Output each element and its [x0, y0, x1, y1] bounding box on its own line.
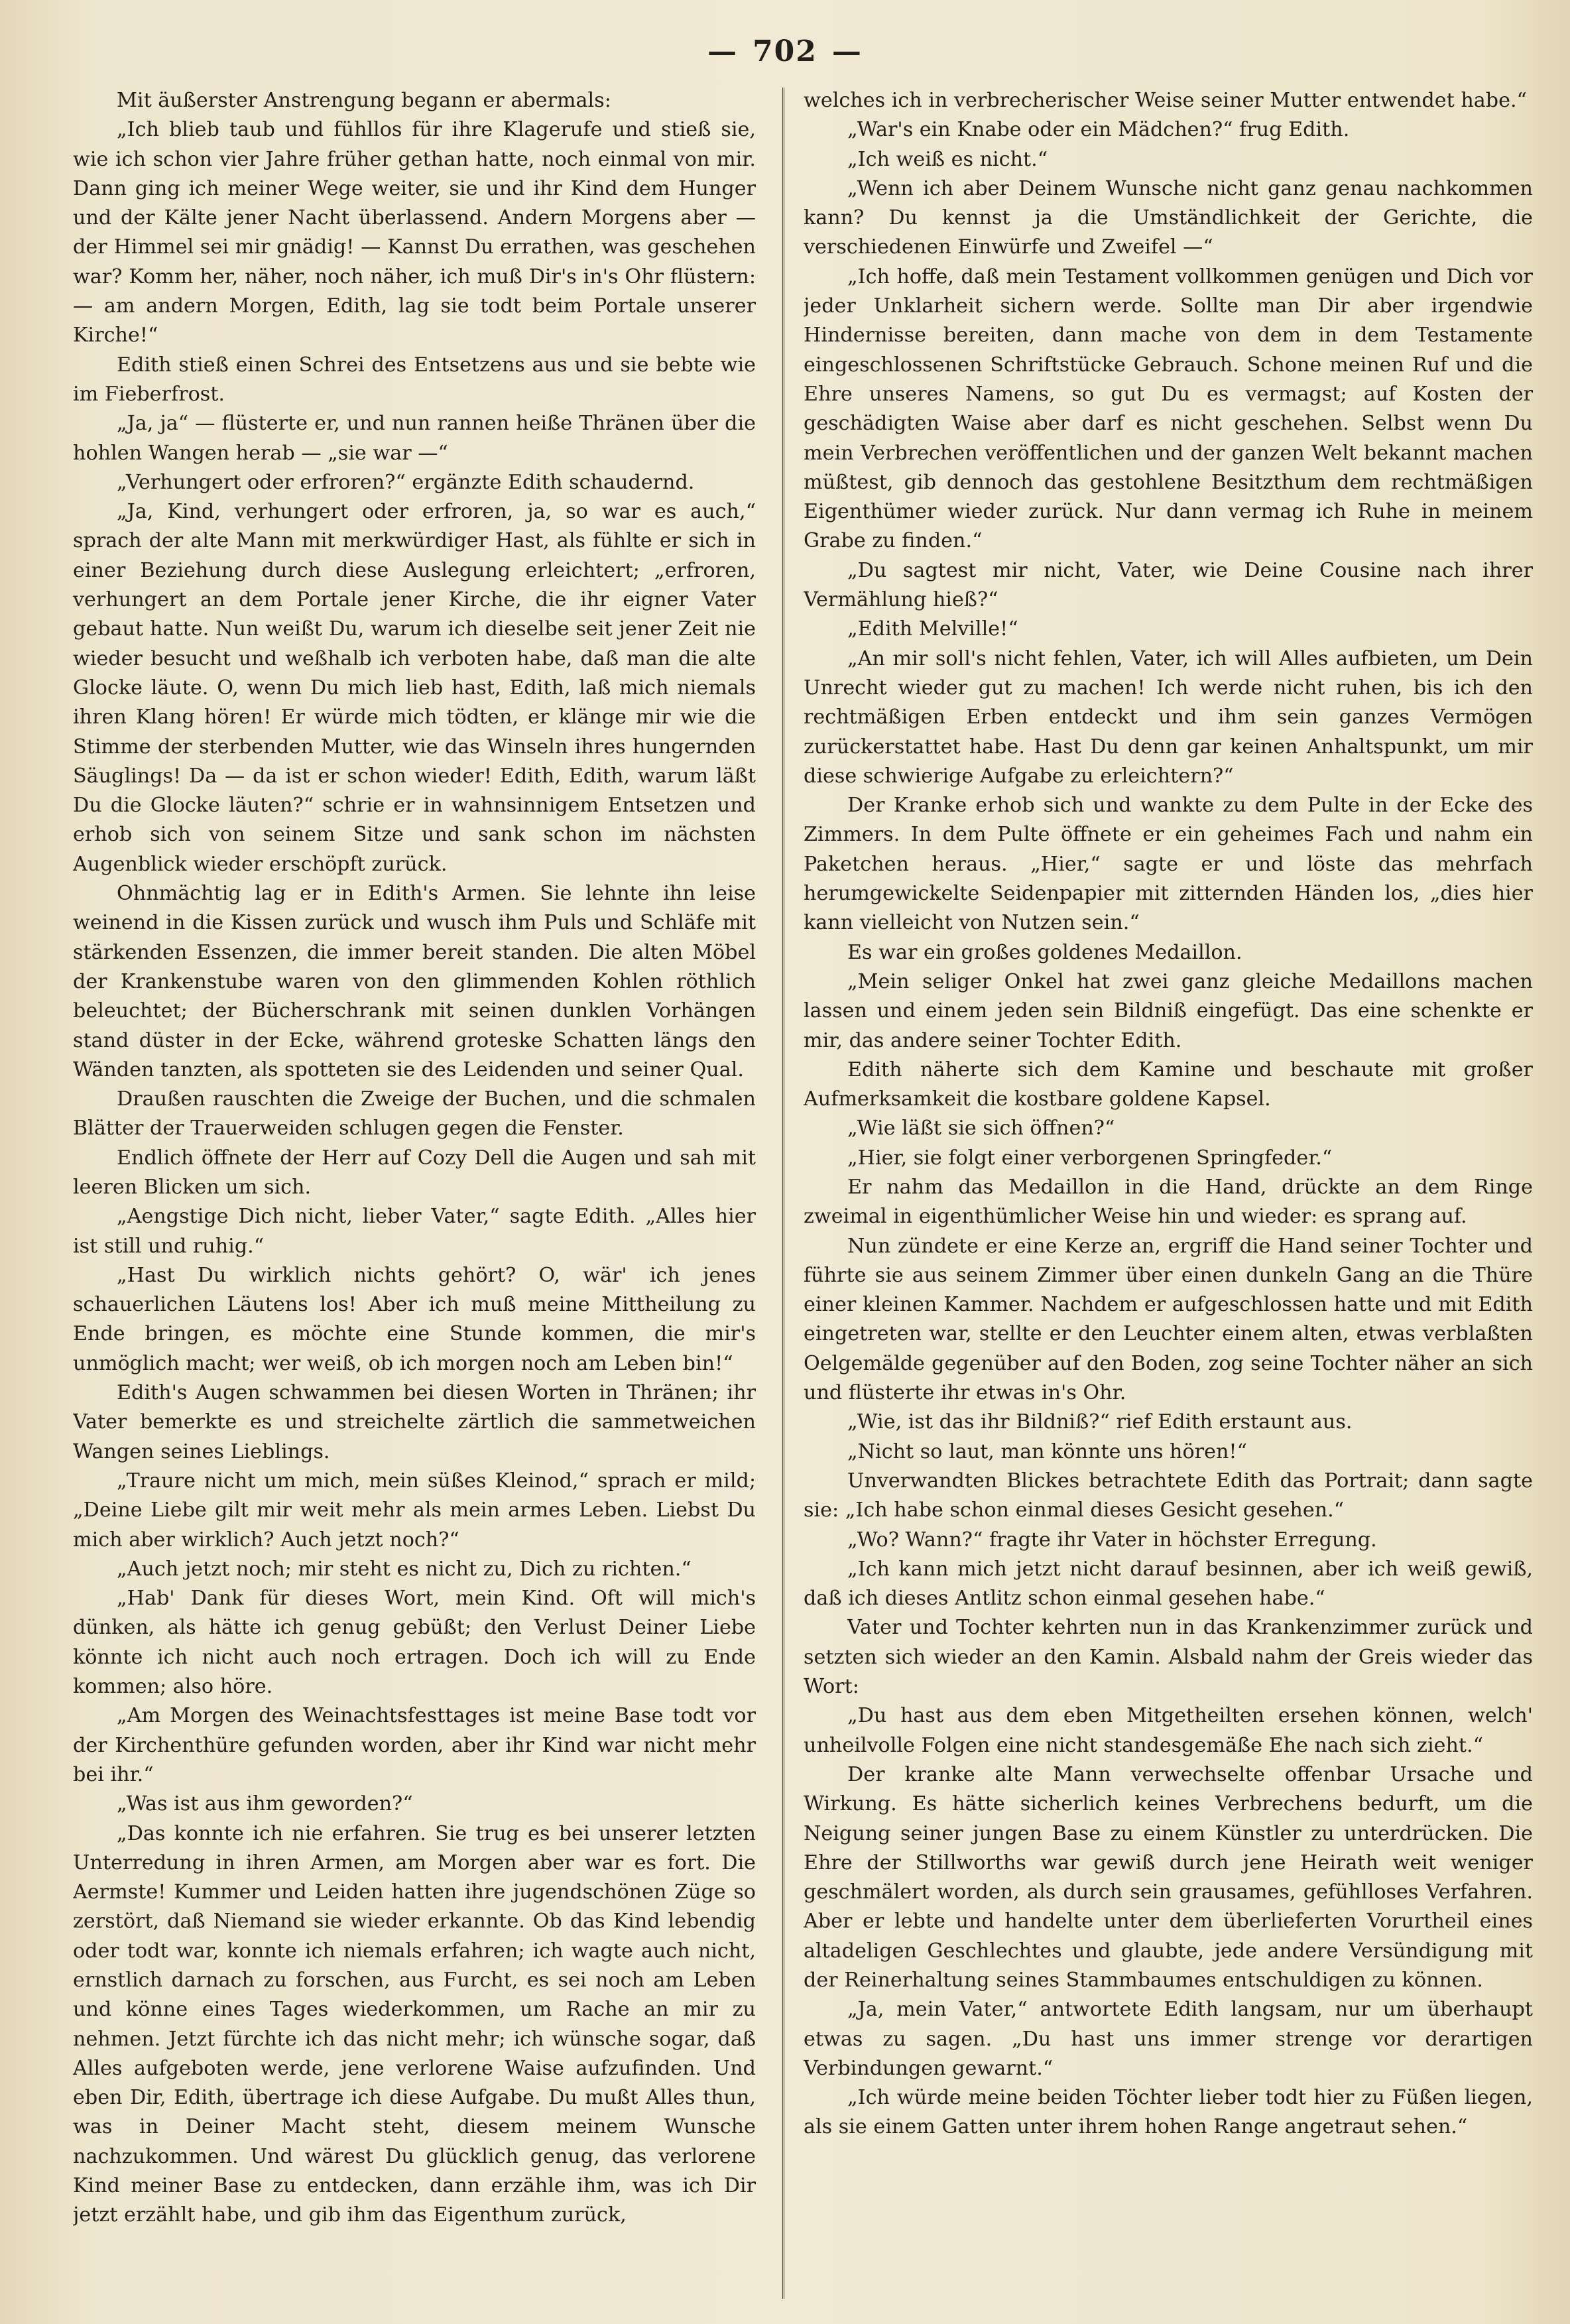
paragraph: „Wo? Wann?“ fragte ihr Vater in höchster Erregung.	[847, 1528, 1377, 1552]
paragraph: Der kranke alte Mann verwechselte offenbar Ursache und Wirkung. Es hätte sicherlich keines Verbrechens bedurft, um die Neigung seiner jungen Base zu einem Künstler zu unterdrücken. Die Ehre der Stillworths war gewiß durch jene Heirath weit weniger geschmälert worden, als durch sein grausames, gefühlloses Verfahren. Aber er lebte und handelte unter dem überlieferten Vorurtheil eines altadeligen Geschlechtes und glaubte, jede andere Versündigung mit der Reinerhaltung seines Stammbaumes entschuldigen zu können.	[804, 1762, 1533, 1992]
right-column	[804, 86, 1533, 2301]
paragraph: „War's ein Knabe oder ein Mädchen?“ frug Edith.	[847, 118, 1350, 142]
paragraph: „Ich würde meine beiden Töchter lieber todt hier zu Füßen liegen, als sie einem Gatten unter ihrem hohen Range angetraut sehen.“	[804, 2086, 1533, 2139]
left-column	[73, 86, 756, 2301]
paragraph: „Ich blieb taub und fühllos für ihre Klagerufe und stieß sie, wie ich schon vier Jahre früher gethan hatte, noch einmal von mir. Dann ging ich meiner Wege weiter, sie und ihr Kind dem Hunger und der Kälte jener Nacht überlassend. Andern Morgens aber — der Himmel sei mir gnädig! — Kannst Du errathen, was geschehen war? Komm her, näher, noch näher, ich muß Dir's in's Ohr flüstern: — am andern Morgen, Edith, lag sie todt beim Portale unserer Kirche!“	[73, 118, 756, 347]
paragraph: „Ja, mein Vater,“ antwortete Edith langsam, nur um überhaupt etwas zu sagen. „Du hast uns immer strenge vor derartigen Verbindungen gewarnt.“	[804, 1998, 1533, 2080]
paragraph: „Ja, Kind, verhungert oder erfroren, ja, so war es auch,“ sprach der alte Mann mit merkwürdiger Hast, als fühlte er sich in einer Beziehung durch diese Auslegung erleichtert; „erfroren, verhungert an dem Portale jener Kirche, die ihr eigner Vater gebaut hatte. Nun weißt Du, warum ich dieselbe seit jener Zeit nie wieder besucht und weßhalb ich verboten habe, daß man die alte Glocke läute. O, wenn Du mich lieb hast, Edith, laß mich niemals ihren Klang hören! Er würde mich tödten, er klänge mir wie die Stimme der sterbenden Mutter, wie das Winseln ihres hungernden Säuglings! Da — da ist er schon wieder! Edith, Edith, warum läßt Du die Glocke läuten?“ schrie er in wahnsinnigem Entsetzen und erhob sich von seinem Sitze und sank schon im nächsten Augenblick wieder erschöpft zurück.	[73, 500, 756, 876]
paragraph: Nun zündete er eine Kerze an, ergriff die Hand seiner Tochter und führte sie aus seinem Zimmer über einen dunkeln Gang an die Thüre einer kleinen Kammer. Nachdem er aufgeschlossen hatte und mit Edith eingetreten war, stellte er den Leuchter einem alten, etwas verblaßten Oelgemälde gegenüber auf den Boden, zog seine Tochter näher an sich und flüsterte ihr etwas in's Ohr.	[804, 1234, 1533, 1405]
paragraph: „Ja, ja“ — flüsterte er, und nun rannen heiße Thränen über die hohlen Wangen herab — „sie war —“	[73, 412, 756, 465]
header-dash-left: —	[707, 34, 739, 68]
paragraph: Ohnmächtig lag er in Edith's Armen. Sie lehnte ihn leise weinend in die Kissen zurück und wusch ihm Puls und Schläfe mit stärkenden Essenzen, die immer bereit standen. Die alten Möbel der Krankenstube waren von den glimmenden Kohlen röthlich beleuchtet; der Bücherschrank mit seinen dunklen Vorhängen stand düster in der Ecke, während groteske Schatten längs den Wänden tanzten, als spotteten sie des Leidenden und seiner Qual.	[73, 882, 756, 1081]
page-number-header	[0, 34, 1570, 68]
page-number: 702	[753, 34, 817, 68]
paragraph: „Ich kann mich jetzt nicht darauf besinnen, aber ich weiß gewiß, daß ich dieses Antlitz schon einmal gesehen habe.“	[804, 1557, 1533, 1611]
paragraph: Edith stieß einen Schrei des Entsetzens aus und sie bebte wie im Fieberfrost.	[73, 353, 756, 406]
paragraph: „Traure nicht um mich, mein süßes Kleinod,“ sprach er mild; „Deine Liebe gilt mir weit mehr als mein armes Leben. Liebst Du mich aber wirklich? Auch jetzt noch?“	[73, 1469, 756, 1552]
paragraph: „Ich weiß es nicht.“	[847, 147, 1048, 171]
paragraph: „Hast Du wirklich nichts gehört? O, wär' ich jenes schauerlichen Läutens los! Aber ich muß meine Mittheilung zu Ende bringen, es möchte eine Stunde kommen, die mir's unmöglich macht; wer weiß, ob ich morgen noch am Leben bin!“	[73, 1263, 756, 1375]
paragraph: Vater und Tochter kehrten nun in das Krankenzimmer zurück und setzten sich wieder an den Kamin. Alsbald nahm der Greis wieder das Wort:	[804, 1616, 1533, 1699]
paragraph: „Du sagtest mir nicht, Vater, wie Deine Cousine nach ihrer Vermählung hieß?“	[804, 558, 1533, 612]
paragraph: „Wenn ich aber Deinem Wunsche nicht ganz genau nachkommen kann? Du kennst ja die Umständlichkeit der Gerichte, die verschiedenen Einwürfe und Zweifel —“	[804, 176, 1533, 259]
column-divider-rule	[782, 88, 784, 2299]
header-dash-right: —	[831, 34, 863, 68]
paragraph: „Edith Melville!“	[847, 617, 1018, 641]
paragraph: „Hab' Dank für dieses Wort, mein Kind. Oft will mich's dünken, als hätte ich genug gebüßt; den Verlust Deiner Liebe könnte ich nicht auch noch ertragen. Doch ich will zu Ende kommen; also höre.	[73, 1587, 756, 1699]
paragraph: Es war ein großes goldenes Medaillon.	[847, 940, 1242, 964]
paragraph: Mit äußerster Anstrengung begann er abermals:	[117, 89, 611, 112]
paragraph: Der Kranke erhob sich und wankte zu dem Pulte in der Ecke des Zimmers. In dem Pulte öffnete er ein geheimes Fach und nahm ein Paketchen heraus. „Hier,“ sagte er und löste das mehrfach herumgewickelte Seidenpapier mit zitternden Händen los, „dies hier kann vielleicht von Nutzen sein.“	[804, 794, 1533, 935]
paragraph: Edith's Augen schwammen bei diesen Worten in Thränen; ihr Vater bemerkte es und streichelte zärtlich die sammetweichen Wangen seines Lieblings.	[73, 1381, 756, 1463]
paragraph: „Wie läßt sie sich öffnen?“	[847, 1117, 1115, 1140]
paragraph: Unverwandten Blickes betrachtete Edith das Portrait; dann sagte sie: „Ich habe schon einmal dieses Gesicht gesehen.“	[804, 1469, 1533, 1522]
paragraph: „Du hast aus dem eben Mitgetheilten ersehen können, welch' unheilvolle Folgen eine nicht standesgemäße Ehe nach sich zieht.“	[804, 1704, 1533, 1757]
paragraph: „Hier, sie folgt einer verborgenen Springfeder.“	[847, 1146, 1333, 1170]
paragraph: „An mir soll's nicht fehlen, Vater, ich will Alles aufbieten, um Dein Unrecht wieder gut zu machen! Ich werde nicht ruhen, bis ich den rechtmäßigen Erben entdeckt und ihm sein ganzes Vermögen zurückerstattet habe. Hast Du denn gar keinen Anhaltspunkt, um mir diese schwierige Aufgabe zu erleichtern?“	[804, 646, 1533, 788]
paragraph: „Das konnte ich nie erfahren. Sie trug es bei unserer letzten Unterredung in ihren Armen, am Morgen aber war es fort. Die Aermste! Kummer und Leiden hatten ihre jugendschönen Züge so zerstört, daß Niemand sie wieder erkannte. Ob das Kind lebendig oder todt war, konnte ich niemals erfahren; ich wagte auch nicht, ernstlich darnach zu forschen, aus Furcht, es sei noch am Leben und könne eines Tages wiederkommen, um Rache an mir zu nehmen. Jetzt fürchte ich das nicht mehr; ich wünsche sogar, daß Alles aufgeboten werde, jene verlorene Waise aufzufinden. Und eben Dir, Edith, übertrage ich diese Aufgabe. Du mußt Alles thun, was in Deiner Macht steht, diesem meinem Wunsche nachzukommen. Und wärest Du glücklich genug, das verlorene Kind meiner Base zu entdecken, dann erzähle ihm, was ich Dir jetzt erzählt habe, und gib ihm das Eigenthum zurück,	[73, 1821, 756, 2227]
paragraph: „Am Morgen des Weinachtsfesttages ist meine Base todt vor der Kirchenthüre gefunden worden, aber ihr Kind war nicht mehr bei ihr.“	[73, 1704, 756, 1786]
paragraph: Draußen rauschten die Zweige der Buchen, und die schmalen Blätter der Trauerweiden schlugen gegen die Fenster.	[73, 1087, 756, 1140]
paragraph: Edith näherte sich dem Kamine und beschaute mit großer Aufmerksamkeit die kostbare goldene Kapsel.	[804, 1058, 1533, 1111]
paragraph: „Ich hoffe, daß mein Testament vollkommen genügen und Dich vor jeder Unklarheit sichern werde. Sollte man Dir aber irgendwie Hindernisse bereiten, dann mache von dem in dem Testamente eingeschlossenen Schriftstücke Gebrauch. Schone meinen Ruf und die Ehre unseres Namens, so gut Du es vermagst; auf Kosten der geschädigten Waise aber darf es nicht geschehen. Selbst wenn Du mein Verbrechen veröffentlichen und der ganzen Welt bekannt machen müßtest, gib dennoch das gestohlene Besitzthum dem rechtmäßigen Eigenthümer wieder zurück. Nur dann vermag ich Ruhe in meinem Grabe zu finden.“	[804, 265, 1533, 553]
paragraph: Endlich öffnete der Herr auf Cozy Dell die Augen und sah mit leeren Blicken um sich.	[73, 1146, 756, 1199]
paragraph: „Auch jetzt noch; mir steht es nicht zu, Dich zu richten.“	[117, 1557, 692, 1581]
paragraph: Er nahm das Medaillon in die Hand, drückte an dem Ringe zweimal in eigenthümlicher Weise hin und wieder: es sprang auf.	[804, 1175, 1533, 1229]
paragraph: „Nicht so laut, man könnte uns hören!“	[847, 1439, 1247, 1463]
paragraph: „Mein seliger Onkel hat zwei ganz gleiche Medaillons machen lassen und einem jeden sein Bildniß eingefügt. Das eine schenkte er mir, das andere seiner Tochter Edith.	[804, 969, 1533, 1052]
paragraph: „Verhungert oder erfroren?“ ergänzte Edith schaudernd.	[117, 470, 695, 494]
continued-paragraph: welches ich in verbrecherischer Weise seiner Mutter entwendet habe.“	[804, 89, 1527, 112]
paragraph: „Aengstige Dich nicht, lieber Vater,“ sagte Edith. „Alles hier ist still und ruhig.“	[73, 1205, 756, 1258]
paragraph: „Wie, ist das ihr Bildniß?“ rief Edith erstaunt aus.	[847, 1410, 1353, 1434]
paragraph: „Was ist aus ihm geworden?“	[117, 1792, 413, 1816]
